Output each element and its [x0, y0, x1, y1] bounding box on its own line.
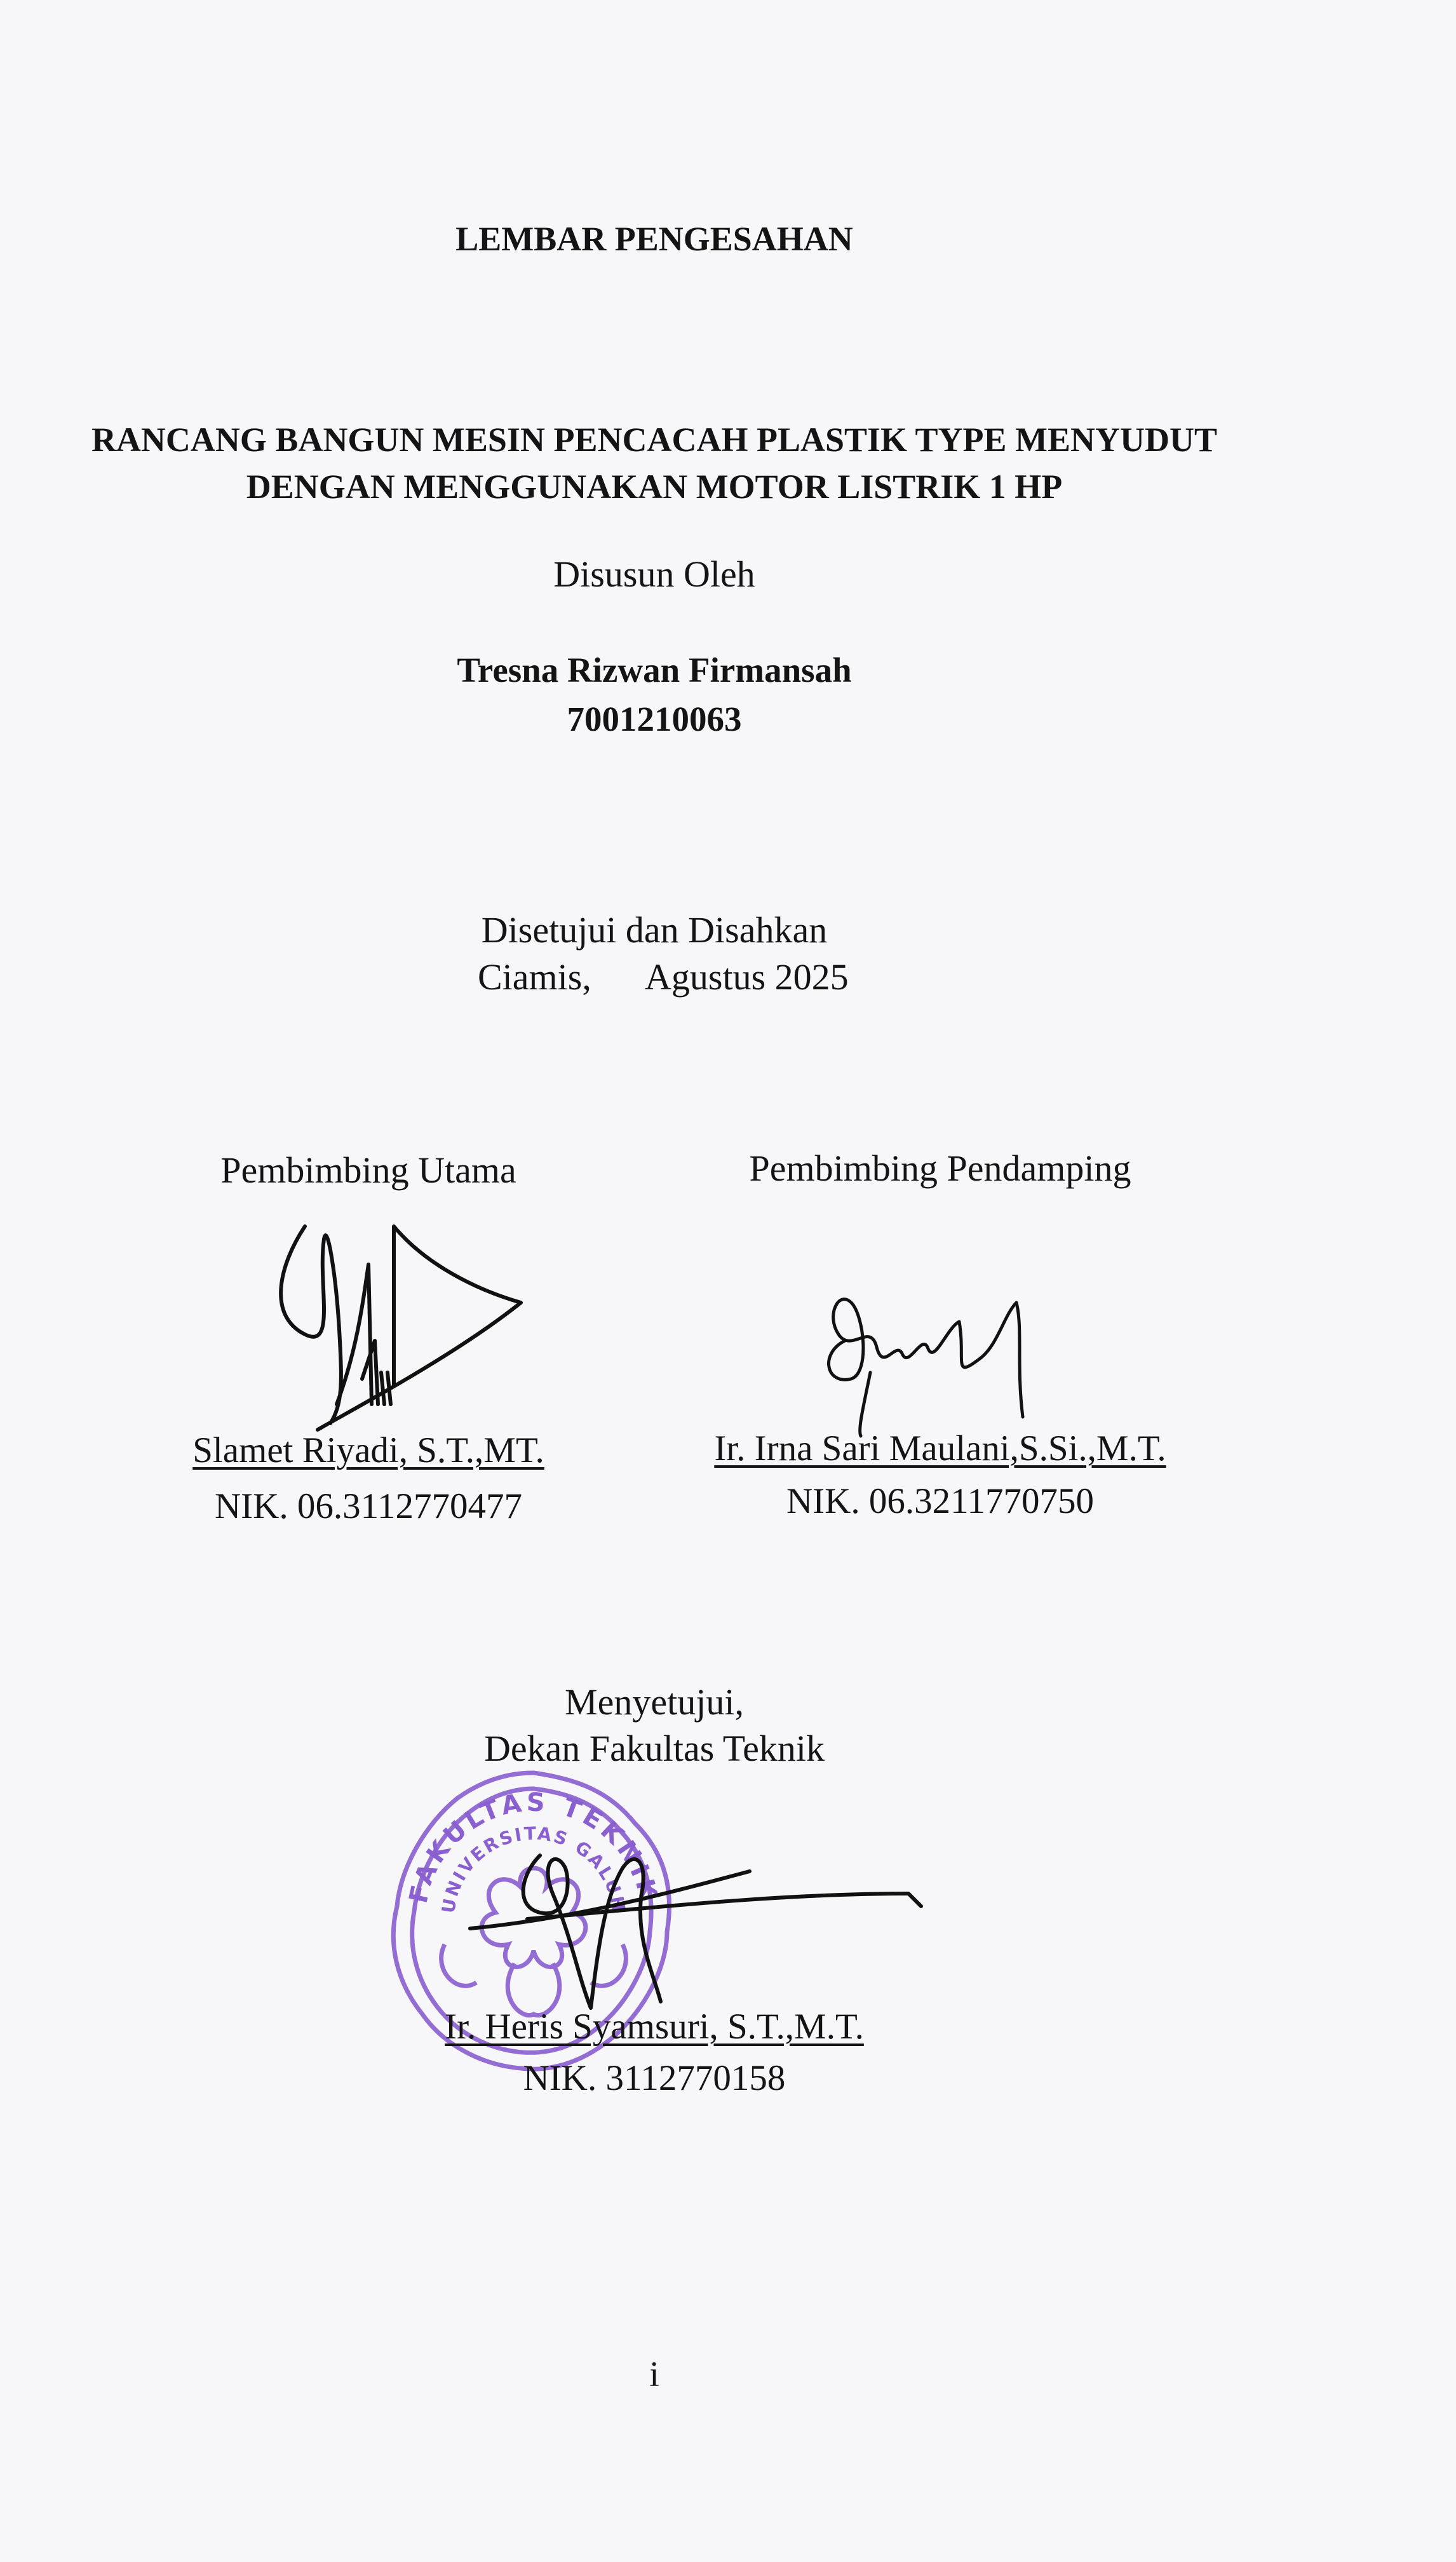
dean-name: Ir. Heris Syamsuri, S.T.,M.T.	[445, 2007, 864, 2047]
dean-role: Dekan Fakultas Teknik	[483, 1728, 825, 1769]
author-label: Disusun Oleh	[553, 553, 755, 595]
secondary-supervisor-nik: NIK. 06.3211770750	[786, 1481, 1094, 1521]
page-title: LEMBAR PENGESAHAN	[455, 220, 853, 258]
primary-supervisor-role: Pembimbing Utama	[220, 1149, 516, 1191]
author-name: Tresna Rizwan Firmansah	[457, 651, 852, 689]
secondary-supervisor-role: Pembimbing Pendamping	[749, 1148, 1131, 1189]
approval-label: Disetujui dan Disahkan	[481, 909, 828, 951]
page-number: i	[649, 2355, 659, 2394]
secondary-supervisor-signature	[813, 1277, 1048, 1442]
thesis-title	[0, 416, 1309, 510]
primary-supervisor-nik: NIK. 06.3112770477	[215, 1486, 522, 1526]
svg-text:FAKULTAS TEKNIK: FAKULTAS TEKNIK	[403, 1787, 664, 1906]
approval-date: Agustus 2025	[645, 956, 849, 998]
thesis-title-line-1: RANCANG BANGUN MESIN PENCACAH PLASTIK TYPE MENYUDUT	[91, 421, 1218, 459]
primary-supervisor-signature	[267, 1214, 534, 1449]
author-student-id: 7001210063	[567, 700, 742, 738]
approval-place: Ciamis,	[478, 956, 591, 998]
svg-text:UNIVERSITAS GALUH: UNIVERSITAS GALUH	[437, 1822, 630, 1915]
thesis-title-line-2: DENGAN MENGGUNAKAN MOTOR LISTRIK 1 HP	[246, 468, 1063, 506]
primary-supervisor-name: Slamet Riyadi, S.T.,MT.	[192, 1430, 544, 1470]
dean-nik: NIK. 3112770158	[523, 2058, 786, 2098]
secondary-supervisor-name: Ir. Irna Sari Maulani,S.Si.,M.T.	[714, 1428, 1166, 1468]
dean-signature	[445, 1798, 940, 2027]
dean-approval-label: Menyetujui,	[565, 1681, 744, 1723]
